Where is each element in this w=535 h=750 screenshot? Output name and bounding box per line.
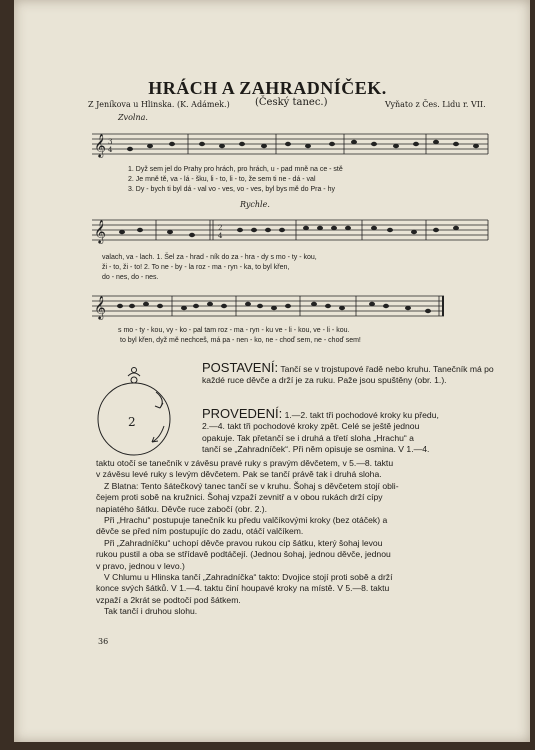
provedeni-line: 2.—4. takt tři pochodové kroky zpět. Celé se ještě jednou — [202, 421, 420, 432]
source-right: Vyňato z Čes. Lidu r. VII. — [385, 100, 486, 109]
text-line: děvče se před ním postupujíc do zadu, otáčí valčíkem. — [96, 526, 304, 537]
tempo-slow: Zvolna. — [118, 113, 148, 122]
text-line: v pravo, jednou v levo.) — [96, 560, 185, 571]
text-line: taktu otočí se tanečník v závěsu pravé ruky s pravým děvčetem, v 5.—8. taktu — [96, 458, 394, 468]
svg-text:4: 4 — [108, 146, 113, 154]
postaveni-text: Tančí se v trojstupové řadě nebo kruhu. Tanečník má po každé ruce děvče a drží je za ruku. Paže jsou spuštěny (obr. 1.). — [202, 364, 494, 386]
source-left: Z Jeníkova u Hlinska. (K. Adámek.) — [88, 100, 230, 109]
tempo-fast: Rychle. — [240, 200, 270, 209]
lyrics-staff3-line1: s mo - ty - kou, vy - ko - pal tam roz - ma - ryn - ku ve - li - kou, ve - li - kou. — [118, 327, 350, 334]
page-number: 36 — [98, 637, 109, 646]
text-line: napiatého šátku. Děvče ruce zabočí (obr. 2.). — [96, 503, 268, 514]
music-staff-3 — [92, 290, 492, 324]
provedeni-line: tančí se „Zahradníček“. Při něm opisuje se osmina. V 1.—4. — [202, 444, 430, 455]
postaveni-paragraph — [202, 362, 500, 387]
text-line: rukou pustil a oba se střídavě podtáčejí. (Jednou šohaj, jednou děvče, jednou — [96, 549, 391, 560]
text-line: konce svých šátků. V 1.—4. taktu činí houpavé kroky na místě. V 5.—8. taktu — [96, 583, 390, 594]
provedeni-line: 1.—2. takt tři pochodové kroky ku předu, — [284, 410, 439, 420]
lyrics-verse-3: 3. Dy - bych ti byl dá - val vo - ves, vo - ves, byl bys mě do Pra - hy — [128, 186, 335, 193]
svg-text:𝄞: 𝄞 — [94, 133, 106, 157]
figure-label: 2 — [128, 415, 136, 429]
text-line: V Chlumu u Hlinska tančí „Zahradníčka“ takto: Dvojice stojí proti sobě a drží — [104, 572, 393, 583]
text-line: čejem proti sobě na kružnici. Šohaj vzpaží zevnitř a v obou rukách drží cípy — [96, 492, 383, 503]
svg-text:𝄞: 𝄞 — [94, 219, 106, 243]
provedeni-paragraph — [202, 408, 502, 456]
lyrics-verse-1: 1. Dyž sem jel do Prahy pro hrách, pro hrách, u - pad mně na ce - stě — [128, 166, 343, 173]
music-staff-2 — [92, 214, 492, 248]
lyrics-staff3-line2: to byl křen, dyž mě nechceš, má pa - nen - ko, ne - choď sem, ne - choď sem! — [120, 337, 361, 344]
svg-text:3: 3 — [108, 138, 113, 146]
provedeni-line: opakuje. Tak přetančí se i druhá a třetí sloha „Hrachu“ a — [202, 432, 414, 443]
text-line: vzpaží a 2krát se podtočí pod šátkem. — [96, 594, 241, 605]
lyrics-staff2-line2: ži - to, ži - to! 2. To ne - by - la roz - ma - ryn - ka, to byl křen, — [102, 264, 290, 271]
text-line: Tak tančí i druhou slohu. — [104, 606, 198, 617]
lyrics-staff2-line3: do - nes, do - nes. — [102, 274, 159, 281]
svg-text:2: 2 — [218, 224, 223, 232]
text-line: Při „Zahradníčku“ uchopí děvče pravou rukou cíp šátku, který šohaj levou — [104, 537, 383, 548]
body-text — [96, 458, 506, 618]
lyrics-staff2-line1: valach, va - lach. 1. Šel za - hrad - ník do za - hra - dy s mo - ty - kou, — [102, 254, 317, 261]
lyrics-verse-2: 2. Je mně tě, va - lá - šku, li - to, li - to, že sem ti ne - dá - val — [128, 176, 316, 183]
dance-type: (Český tanec.) — [255, 97, 328, 108]
text-line: v závěsu levé ruky s levým děvčetem. Pak se tančí právě tak i druhá sloha. — [96, 469, 382, 480]
page-title: HRÁCH A ZAHRADNÍČEK. — [148, 78, 387, 98]
text-line: Z Blatna: Tento šátečkový tanec tančí se v kruhu. Šohaj s děvčetem stojí obli- — [104, 480, 399, 491]
figure-circle-diagram — [94, 356, 194, 456]
postaveni-heading: POSTAVENÍ: — [202, 360, 279, 375]
provedeni-heading: PROVEDENÍ: — [202, 406, 283, 421]
text-line: Při „Hrachu“ postupuje tanečník ku předu valčíkovými kroky (bez otáček) a — [104, 515, 388, 526]
svg-text:4: 4 — [218, 232, 223, 240]
music-staff-1 — [92, 128, 492, 162]
svg-text:𝄞: 𝄞 — [94, 295, 106, 319]
